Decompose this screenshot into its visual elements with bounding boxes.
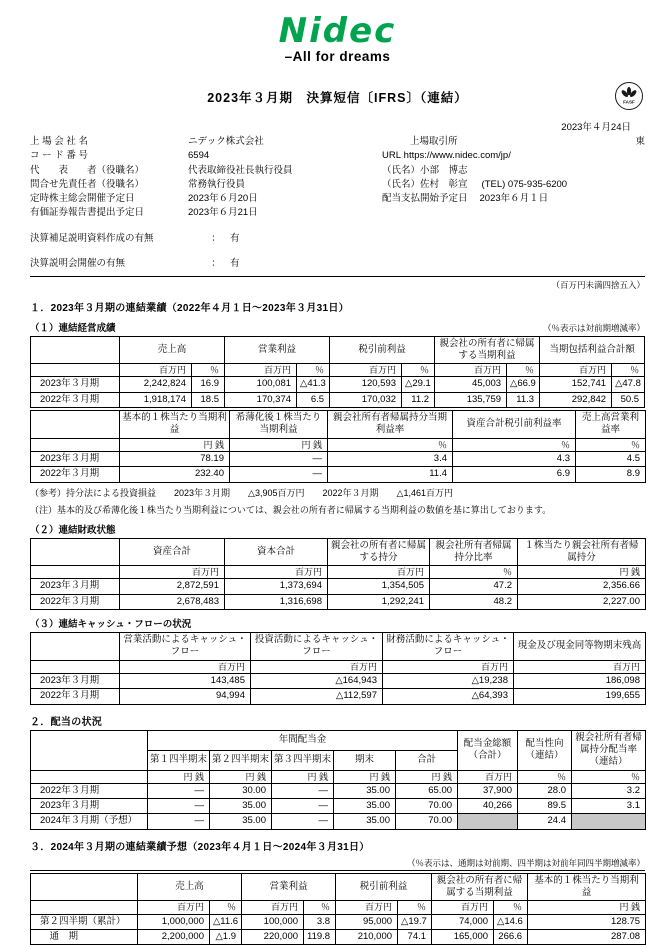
col-header-financing-cf: 財務活動によるキャッシュ・フロー	[383, 633, 514, 661]
financial-position-heading: （２）連結財政状態	[30, 524, 116, 536]
contact-name: 佐村 彰宣	[420, 178, 468, 190]
cell: 266.6	[494, 929, 528, 944]
units-row	[31, 770, 646, 783]
cell: 1,292,241	[328, 594, 430, 609]
cell: 135,759	[435, 392, 507, 407]
release-date: 2023年４月24日	[561, 122, 631, 133]
header-row	[31, 336, 645, 364]
header-row	[31, 873, 646, 901]
cell: 円 銭	[120, 438, 230, 451]
cell: 120,593	[330, 377, 402, 392]
cell: 165,000	[432, 929, 494, 944]
securities-report-date: 2023年６月21日	[188, 207, 258, 219]
contact-name-row	[382, 178, 645, 192]
row-label: 2022年３月期	[31, 467, 120, 482]
cell: 152,741	[540, 377, 612, 392]
cell: ―	[272, 799, 334, 814]
row-label	[31, 901, 138, 914]
col-header-total-assets: 資産合計	[120, 538, 225, 566]
row-label	[31, 438, 120, 451]
url-row	[382, 149, 645, 163]
table-row	[31, 594, 646, 609]
exchange-row	[382, 135, 645, 149]
row-label: 2023年３月期	[31, 673, 120, 688]
col-header-total-dividends: 配当金総額（合計）	[458, 730, 518, 770]
dividend-pay-date: 2023年６月１日	[479, 193, 549, 204]
code-label: コ ー ド 番 号	[30, 150, 89, 162]
agm-row	[30, 192, 382, 206]
col-header-payout-ratio: 配当性向（連結）	[518, 730, 572, 770]
cell: 210,000	[336, 929, 398, 944]
supplementary-row	[30, 230, 645, 244]
cell: ％	[430, 566, 518, 579]
listed-name-label: 上 場 会 社 名	[30, 136, 89, 147]
col-header-operating-profit: 営業利益	[242, 873, 336, 901]
corner-cell	[31, 538, 120, 566]
cell: 2,200,000	[138, 929, 210, 944]
row-label: 2023年３月期	[31, 451, 120, 466]
equity-method-reference	[30, 486, 645, 499]
units-row	[31, 438, 646, 451]
cell: ％	[210, 901, 242, 914]
row-label	[31, 770, 148, 783]
col-header-diluted-eps: 希薄化後１株当たり当期利益	[230, 411, 328, 439]
col-header-profit-owners: 親会社の所有者に帰属する当期利益	[435, 336, 540, 364]
briefing-colon: ：	[211, 257, 221, 269]
corner-cell	[31, 873, 138, 901]
cell: △11.6	[210, 914, 242, 929]
corner-cell	[31, 730, 148, 770]
cell: ―	[272, 814, 334, 829]
table-row	[31, 377, 645, 392]
representative-row	[30, 164, 382, 178]
cell: 1,000,000	[138, 914, 210, 929]
cell: ―	[148, 814, 210, 829]
cell: △19,238	[383, 673, 514, 688]
cell: 35.00	[334, 783, 396, 798]
col-header-equity-per-share: １株当たり親会社所有者帰属持分	[518, 538, 646, 566]
header-row	[31, 538, 646, 566]
cell: 8.9	[576, 467, 646, 482]
briefing-label: 決算説明会開催の有無	[30, 257, 126, 269]
cell: 35.00	[334, 799, 396, 814]
cell: ％	[192, 364, 225, 377]
cell: 百万円	[514, 660, 646, 673]
cell: 78.19	[120, 451, 230, 466]
page-title: 2023年３月期 決算短信〔IFRS〕（連結）	[207, 91, 468, 105]
cell	[572, 814, 646, 829]
cell: 百万円	[458, 770, 518, 783]
cell: ％	[612, 364, 645, 377]
col-header-investing-cf: 投資活動によるキャッシュ・フロー	[251, 633, 383, 661]
securities-report-label: 有価証券報告書提出予定日	[30, 207, 145, 219]
table-row	[31, 914, 646, 929]
cell: △1.9	[210, 929, 242, 944]
cell: 1,918,174	[120, 392, 192, 407]
dividends-table	[30, 730, 646, 830]
cell: 1,354,505	[328, 579, 430, 594]
col-header-q3-end: 第３四半期末	[272, 750, 334, 770]
eps-note: （注）基本的及び希薄化後１株当たり当期利益については、親会社の所有者に帰属する当期利益の数値を基に算出しております。	[30, 504, 552, 515]
contact-row	[30, 178, 382, 192]
row-label: 2022年３月期	[31, 392, 120, 407]
cashflow-heading: （３）連結キャッシュ・フローの状況	[30, 619, 192, 631]
cell: 1,373,694	[225, 579, 328, 594]
cell: 40,266	[458, 799, 518, 814]
col-header-pretax-profit: 税引前利益	[330, 336, 435, 364]
row-label: 2023年３月期	[31, 579, 120, 594]
col-header-operating-margin: 売上高営業利益率	[576, 411, 646, 439]
row-label	[31, 660, 120, 673]
nidec-logo	[30, 11, 645, 64]
cell: 1,316,698	[225, 594, 328, 609]
cell: ％	[576, 438, 646, 451]
cell: 6.5	[297, 392, 330, 407]
cell: ％	[398, 901, 432, 914]
section-divider	[30, 276, 645, 277]
row-label: 2022年３月期	[31, 594, 120, 609]
briefing-row	[30, 255, 645, 269]
fasf-stamp-label: FASF	[623, 99, 635, 105]
cell: 74,000	[432, 914, 494, 929]
cell: 円 銭	[210, 770, 272, 783]
cell: ％	[494, 901, 528, 914]
row-label: 2024年３月期（予想）	[31, 814, 148, 829]
contact-name-label: （氏名）	[382, 178, 421, 190]
cell: 2,242,824	[120, 377, 192, 392]
col-header-total-equity: 資本合計	[225, 538, 328, 566]
cell: 70.00	[396, 814, 458, 829]
agm-label: 定時株主総会開催予定日	[30, 193, 135, 204]
cell: 6.9	[453, 467, 576, 482]
company-name-row	[30, 135, 382, 149]
cell: ―	[148, 799, 210, 814]
cell: 50.5	[612, 392, 645, 407]
cell: 4.3	[453, 451, 576, 466]
cell: 百万円	[120, 660, 251, 673]
cell: ％	[572, 770, 646, 783]
cell: 199,655	[514, 689, 646, 704]
section2-heading: ２．配当の状況	[30, 716, 103, 728]
table-row	[31, 467, 646, 482]
row-label: 通 期	[31, 929, 138, 944]
exchange-value: 東	[635, 136, 645, 147]
cell: 100,081	[225, 377, 297, 392]
cell: ―	[148, 783, 210, 798]
cell: 37,900	[458, 783, 518, 798]
cell: 11.2	[402, 392, 435, 407]
row-label: 2023年３月期	[31, 377, 120, 392]
cell: 百万円	[330, 364, 402, 377]
url-label: URL	[382, 150, 402, 162]
representative-name-row	[382, 164, 645, 178]
cell: 円 銭	[518, 566, 646, 579]
reference-year2: 2022年３月期	[322, 487, 379, 498]
cell: 百万円	[435, 364, 507, 377]
col-header-operating-profit: 営業利益	[225, 336, 330, 364]
agm-date: 2023年６月20日	[188, 193, 258, 204]
cell: △112,597	[251, 689, 383, 704]
cell: △29.1	[402, 377, 435, 392]
cell: 4.5	[576, 451, 646, 466]
row-label	[31, 364, 120, 377]
cell: 292,842	[540, 392, 612, 407]
cell: 48.2	[430, 594, 518, 609]
cell: 100,000	[242, 914, 304, 929]
supplementary-value: 有	[230, 232, 240, 244]
cell: 百万円	[432, 901, 494, 914]
reference-value2: △1,461百万円	[396, 487, 453, 498]
table-row	[31, 799, 646, 814]
col-header-basic-eps: 基本的１株当たり当期利益	[120, 411, 230, 439]
cell: 百万円	[540, 364, 612, 377]
section1-heading: １．2023年３月期の連結業績（2022年４月１日～2023年３月31日）	[30, 302, 349, 314]
col-header-dividend-on-equity: 親会社所有者帰属持分配当率（連結）	[572, 730, 646, 770]
cell: 百万円	[336, 901, 398, 914]
cell: △41.3	[297, 377, 330, 392]
cell: 百万円	[328, 566, 430, 579]
header-row	[31, 730, 646, 750]
company-info-left	[30, 135, 382, 221]
cell: 百万円	[120, 566, 225, 579]
cell: 170,032	[330, 392, 402, 407]
nidec-tagline: –All for dreams	[284, 49, 391, 64]
cell: 35.00	[334, 814, 396, 829]
col-header-q1-end: 第１四半期末	[148, 750, 210, 770]
supplementary-colon: ：	[211, 232, 221, 244]
row-label: 第２四半期（累計）	[31, 914, 138, 929]
cell: 2,227.00	[518, 594, 646, 609]
cell: 30.00	[210, 783, 272, 798]
cell: 70.00	[396, 799, 458, 814]
contact-title: 常務執行役員	[188, 178, 246, 190]
corner-cell	[31, 411, 120, 439]
col-header-net-sales: 売上高	[138, 873, 242, 901]
col-header-pretax-profit: 税引前利益	[336, 873, 432, 901]
cell: 11.3	[507, 392, 540, 407]
supplementary-label: 決算補足説明資料作成の有無	[30, 232, 154, 244]
table-row	[31, 783, 646, 798]
row-label: 2022年３月期	[31, 783, 148, 798]
code-value: 6594	[188, 150, 210, 162]
exchange-label: 上場取引所	[410, 136, 458, 147]
cell: ％	[328, 438, 453, 451]
cell: 円 銭	[396, 770, 458, 783]
table-row	[31, 451, 646, 466]
cell: 2,872,591	[120, 579, 225, 594]
cell: 百万円	[120, 364, 192, 377]
col-header-roa: 資産合計税引前利益率	[453, 411, 576, 439]
col-header-annual-dividends: 年間配当金	[148, 730, 458, 750]
col-header-basic-eps: 基本的１株当たり当期利益	[528, 873, 646, 901]
cell: 円 銭	[230, 438, 328, 451]
cell: 65.00	[396, 783, 458, 798]
reference-year1: 2023年３月期	[174, 487, 231, 498]
contact-tel: (TEL) 075-935-6200	[481, 178, 568, 190]
cell: △47.8	[612, 377, 645, 392]
cell: 百万円	[225, 364, 297, 377]
cell: 円 銭	[148, 770, 210, 783]
cell: 119.8	[304, 929, 336, 944]
rounding-note: （百万円未満四捨五入）	[551, 279, 645, 290]
representative-name-label: （氏名）	[382, 164, 421, 176]
cell: 220,000	[242, 929, 304, 944]
fasf-stamp	[615, 82, 643, 110]
cell: 95,000	[336, 914, 398, 929]
cell: ％	[402, 364, 435, 377]
cell: 百万円	[383, 660, 514, 673]
cell: 3.2	[572, 783, 646, 798]
cashflow-table	[30, 632, 646, 705]
table-row	[31, 673, 646, 688]
pct-prev-note: （％表示は対前期増減率）	[542, 322, 645, 333]
units-row	[31, 901, 646, 914]
cell: 百万円	[251, 660, 383, 673]
cell: ％	[453, 438, 576, 451]
cell: ―	[230, 467, 328, 482]
cell: △66.9	[507, 377, 540, 392]
cell: 円 銭	[528, 901, 646, 914]
cell: △64,393	[383, 689, 514, 704]
table-row	[31, 814, 646, 829]
operating-results-heading: （１）連結経営成績	[30, 322, 116, 334]
contact-label: 問合せ先責任者（役職名）	[30, 178, 145, 190]
cell: 170,374	[225, 392, 297, 407]
row-label: 2022年３月期	[31, 689, 120, 704]
securities-report-row	[30, 206, 382, 220]
representative-title: 代表取締役社長執行役員	[188, 164, 293, 176]
cell: 2,356.66	[518, 579, 646, 594]
cell: 2,678,483	[120, 594, 225, 609]
col-header-year-end: 期末	[334, 750, 396, 770]
col-header-equity-ratio: 親会社所有者帰属持分比率	[430, 538, 518, 566]
table-row	[31, 392, 645, 407]
financial-position-table	[30, 538, 646, 611]
briefing-value: 有	[230, 257, 240, 269]
forecast-note-row	[30, 857, 645, 871]
table-row	[31, 929, 646, 944]
cell: 287.08	[528, 929, 646, 944]
cell: 74.1	[398, 929, 432, 944]
cell: 28.0	[518, 783, 572, 798]
cell: 24.4	[518, 814, 572, 829]
col-header-q2-end: 第２四半期末	[210, 750, 272, 770]
cell: △164,943	[251, 673, 383, 688]
per-share-ratios-table	[30, 410, 646, 483]
dividend-pay-label: 配当支払開始予定日	[382, 193, 468, 204]
cell: ―	[230, 451, 328, 466]
col-header-net-sales: 売上高	[120, 336, 225, 364]
row-label: 2023年３月期	[31, 799, 148, 814]
col-header-equity-owners: 親会社の所有者に帰属する持分	[328, 538, 430, 566]
cell: 円 銭	[272, 770, 334, 783]
cell: 百万円	[242, 901, 304, 914]
table-row	[31, 689, 646, 704]
company-info-right	[382, 135, 645, 221]
corner-cell	[31, 633, 120, 661]
nidec-brand-wordmark: Nidec	[278, 11, 397, 51]
cell	[458, 814, 518, 829]
cell: ―	[272, 783, 334, 798]
forecast-table	[30, 873, 646, 945]
listed-name-value: ニデック株式会社	[188, 136, 264, 147]
cell: 186,098	[514, 673, 646, 688]
cell: ％	[518, 770, 572, 783]
col-header-comprehensive-income: 当期包括利益合計額	[540, 336, 645, 364]
company-url-link[interactable]: https://www.nidec.com/jp/	[403, 150, 511, 162]
row-label	[31, 566, 120, 579]
company-info	[30, 135, 645, 221]
cell: 35.00	[210, 814, 272, 829]
cell: 円 銭	[334, 770, 396, 783]
cell: ％	[304, 901, 336, 914]
cell: 232.40	[120, 467, 230, 482]
header-row	[31, 411, 646, 439]
operating-results-table	[30, 336, 645, 409]
cell: 143,485	[120, 673, 251, 688]
section3-heading: ３．2024年３月期の連結業績予想（2023年４月１日～2024年３月31日）	[30, 841, 370, 853]
units-row	[31, 364, 645, 377]
cell: 百万円	[225, 566, 328, 579]
cell: 3.4	[328, 451, 453, 466]
cell: ％	[507, 364, 540, 377]
corner-cell	[31, 336, 120, 364]
col-header-total: 合計	[396, 750, 458, 770]
cell: 94,994	[120, 689, 251, 704]
reference-value1: △3,905百万円	[248, 487, 305, 498]
col-header-roe: 親会社所有者帰属持分当期利益率	[328, 411, 453, 439]
representative-name: 小部 博志	[420, 164, 468, 176]
section1-sub1-row	[30, 320, 645, 334]
header-row	[31, 633, 646, 661]
cell: △14.6	[494, 914, 528, 929]
cell: △19.7	[398, 914, 432, 929]
cell: 128.75	[528, 914, 646, 929]
dividend-pay-row	[382, 192, 645, 206]
title-bar	[30, 88, 645, 106]
cell: ％	[297, 364, 330, 377]
table-row	[31, 579, 646, 594]
cell: 3.8	[304, 914, 336, 929]
cell: 45,003	[435, 377, 507, 392]
units-row	[31, 660, 646, 673]
cell: 11.4	[328, 467, 453, 482]
fasf-clover-icon	[618, 85, 640, 107]
units-row	[31, 566, 646, 579]
col-header-profit-owners: 親会社の所有者に帰属する当期利益	[432, 873, 528, 901]
cell: 百万円	[138, 901, 210, 914]
reference-label: （参考）持分法による投資損益	[30, 487, 157, 498]
cell: 35.00	[210, 799, 272, 814]
col-header-cash-equivalents: 現金及び現金同等物期末残高	[514, 633, 646, 661]
cell: 16.9	[192, 377, 225, 392]
representative-label: 代 表 者（役職名）	[30, 164, 145, 176]
cell: 89.5	[518, 799, 572, 814]
cell: 3.1	[572, 799, 646, 814]
col-header-operating-cf: 営業活動によるキャッシュ・フロー	[120, 633, 251, 661]
cell: 18.5	[192, 392, 225, 407]
pct-forecast-note: （％表示は、通期は対前期、四半期は対前年同四半期増減率）	[406, 857, 645, 868]
code-row	[30, 149, 382, 163]
cell: 47.2	[430, 579, 518, 594]
